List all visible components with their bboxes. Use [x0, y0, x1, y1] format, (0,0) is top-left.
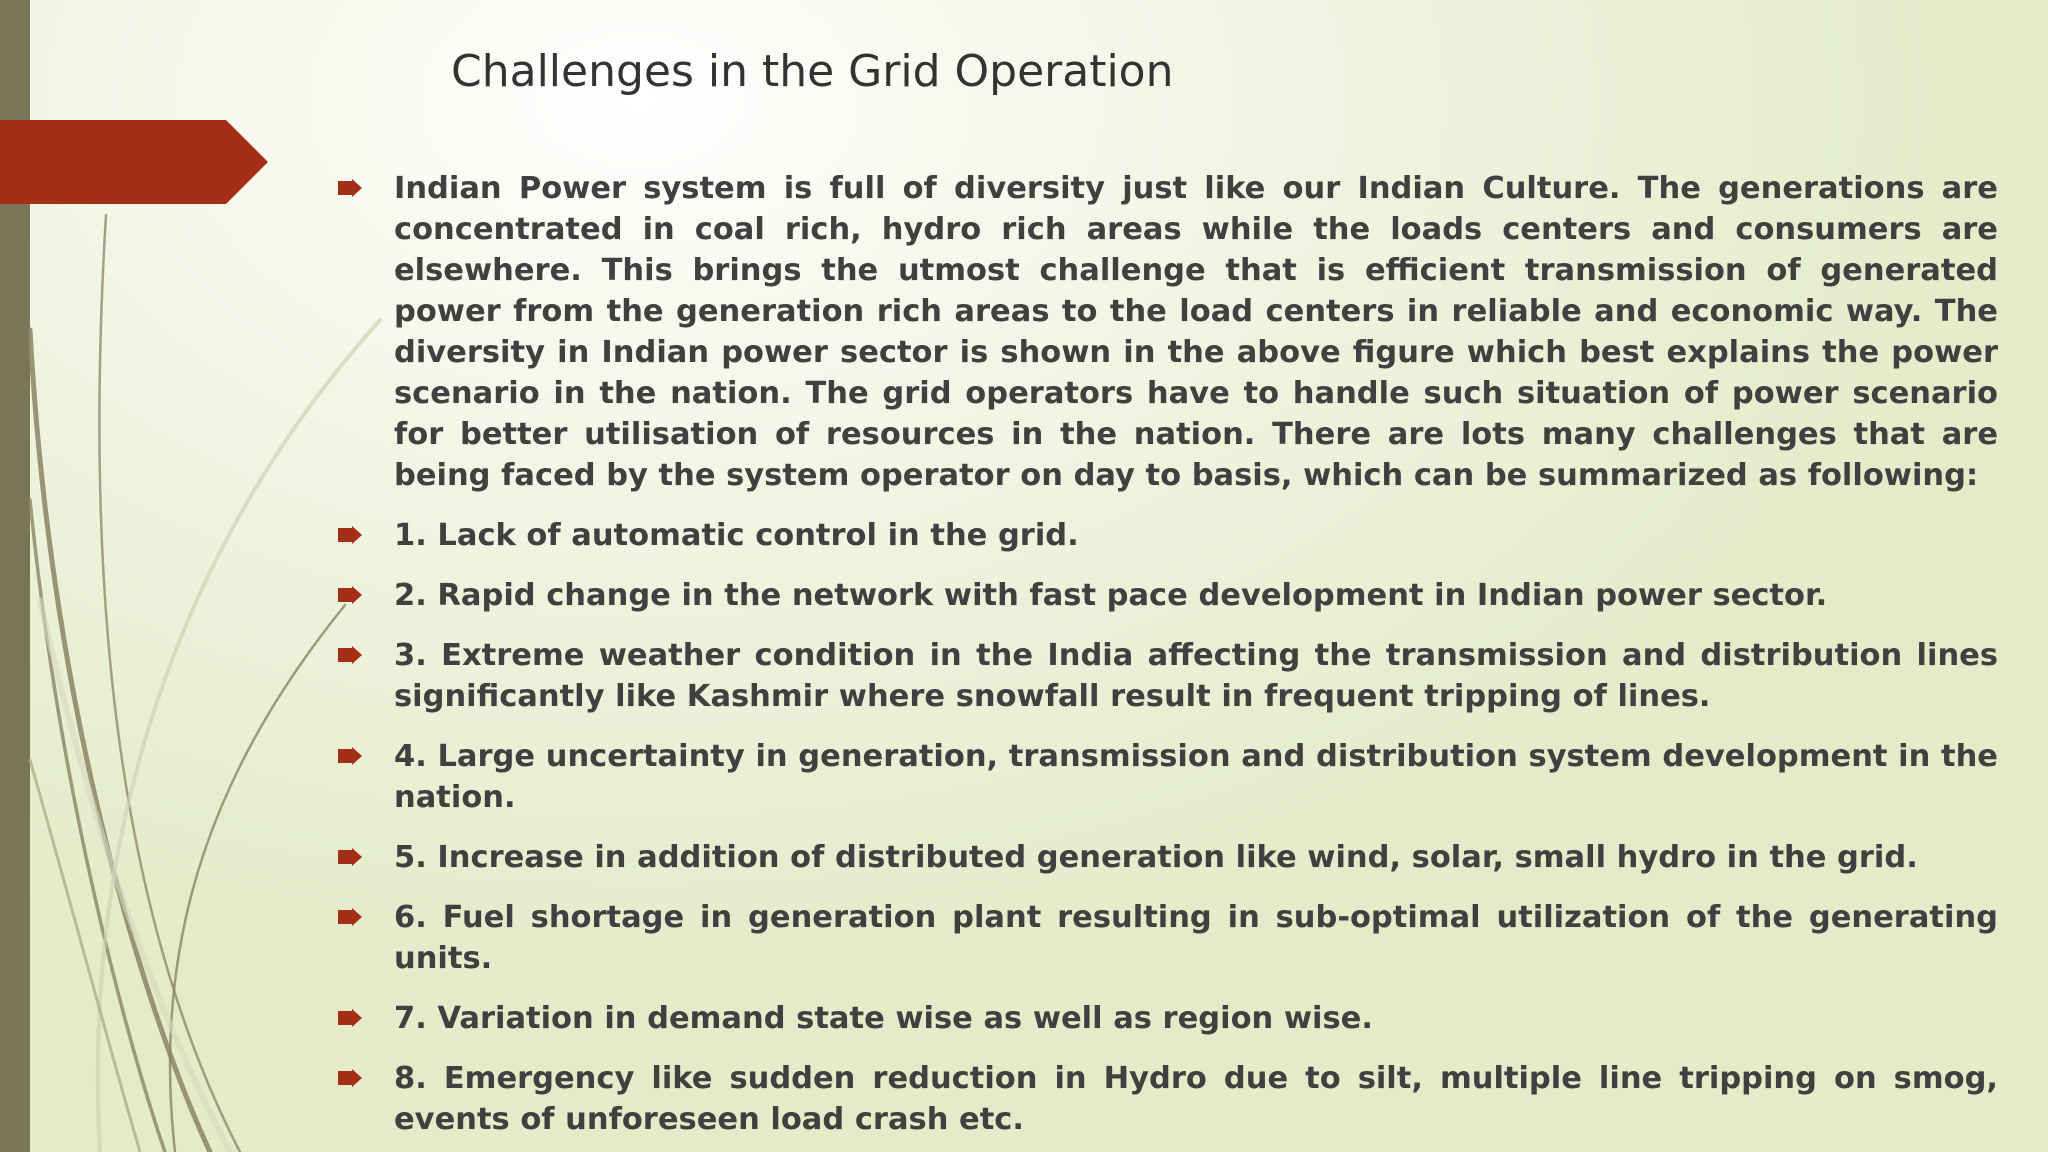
arrow-bullet-icon [338, 646, 362, 664]
bullet-item [338, 998, 1998, 1039]
arrow-bullet-icon [338, 747, 362, 765]
bullet-item [338, 168, 1998, 496]
bullet-text: 2. Rapid change in the network with fast pace development in Indian power sector. [394, 578, 1828, 613]
arrow-bullet-icon [338, 848, 362, 866]
arrow-bullet-icon [338, 586, 362, 604]
bullet-list [338, 168, 1998, 1152]
arrow-bullet-icon [338, 179, 362, 197]
bullet-item [338, 515, 1998, 556]
arrow-bullet-icon [338, 908, 362, 926]
bullet-text: 3. Extreme weather condition in the India affecting the transmission and distribution lines significantly like Kashmir where snowfall result in frequent tripping of lines. [394, 638, 1998, 714]
bullet-text: 1. Lack of automatic control in the grid. [394, 518, 1079, 553]
bullet-text: 8. Emergency like sudden reduction in Hydro due to silt, multiple line tripping on smog, events of unforeseen load crash etc. [394, 1061, 1998, 1137]
slide-title: Challenges in the Grid Operation [451, 46, 1174, 97]
arrow-bullet-icon [338, 1069, 362, 1087]
bullet-item [338, 837, 1998, 878]
bullet-text: 5. Increase in addition of distributed generation like wind, solar, small hydro in the grid. [394, 840, 1918, 875]
bullet-item [338, 635, 1998, 717]
bullet-item [338, 575, 1998, 616]
bullet-text: Indian Power system is full of diversity just like our Indian Culture. The generations are concentrated in coal rich, hydro rich areas while the loads centers and consumers are elsewhere. This brings the utmost challenge that is efficient transmission of generated power from the generation rich areas to the load centers in reliable and economic way. The diversity in Indian power sector is shown in the above figure which best explains the power scenario in the nation. The grid operators have to handle such situation of power scenario for better utilisation of resources in the nation. There are lots many challenges that are being faced by the system operator on day to basis, which can be summarized as following: [394, 171, 1998, 493]
bullet-item [338, 736, 1998, 818]
bullet-text: 4. Large uncertainty in generation, transmission and distribution system development in the nation. [394, 739, 1998, 815]
arrow-bullet-icon [338, 526, 362, 544]
arrow-bullet-icon [338, 1009, 362, 1027]
bullet-text: 6. Fuel shortage in generation plant resulting in sub-optimal utilization of the generating units. [394, 900, 1998, 976]
bullet-item [338, 1058, 1998, 1140]
bullet-text: 7. Variation in demand state wise as well as region wise. [394, 1001, 1373, 1036]
accent-arrow-shape [0, 120, 268, 204]
bullet-item [338, 897, 1998, 979]
